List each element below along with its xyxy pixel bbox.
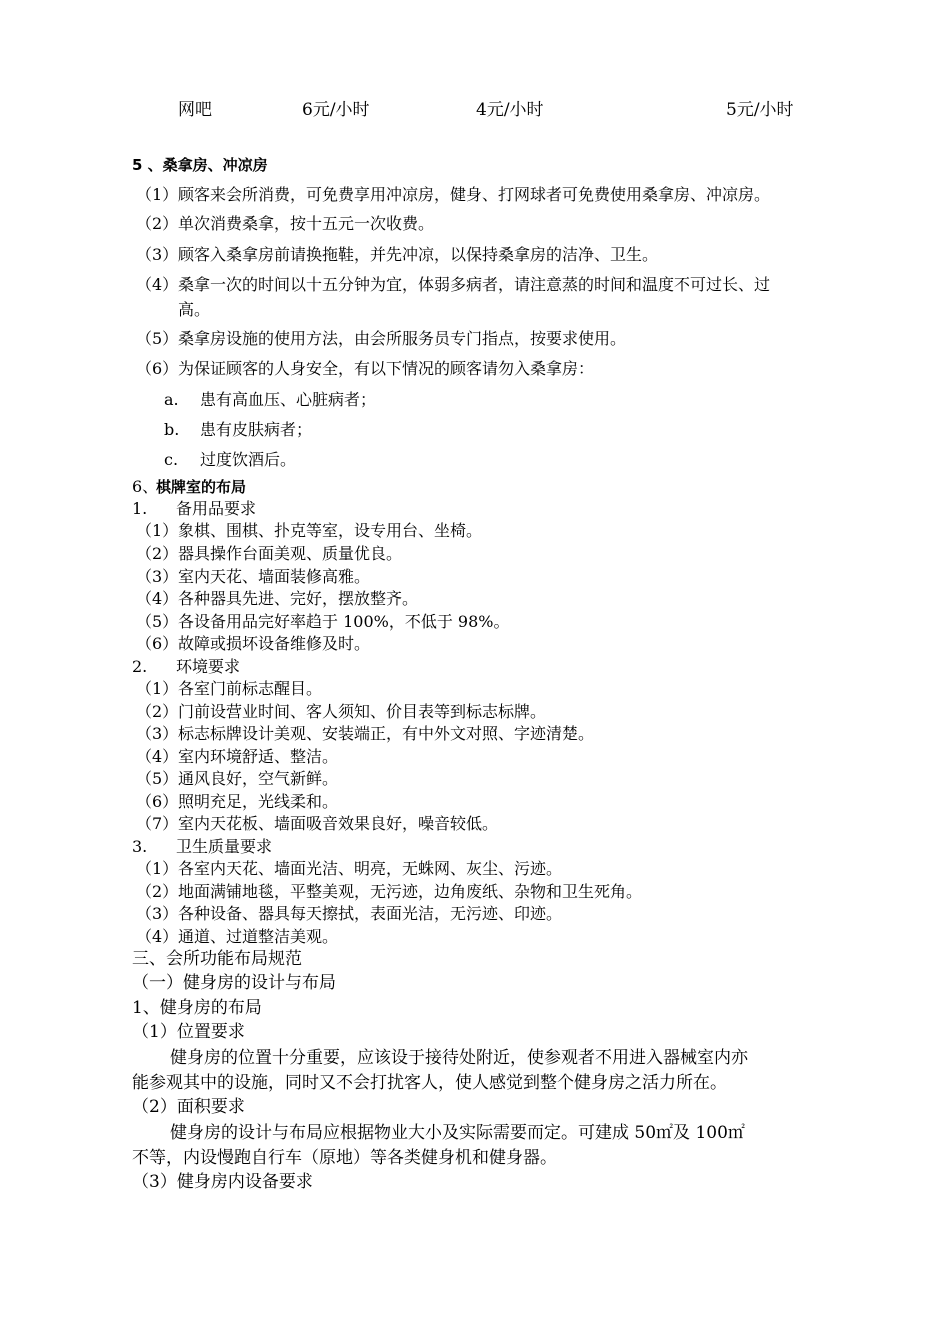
- s5-item-4-cont: 高。: [178, 300, 211, 319]
- s6-g2-item-num: （7）: [136, 814, 179, 833]
- s5-item-2-num: （2）: [136, 214, 179, 233]
- s6-g3-item-num: （2）: [136, 882, 179, 901]
- s6-g3-item-text: 各室内天花、墙面光洁、明亮，无蛛网、灰尘、污迹。: [178, 859, 563, 878]
- s5-sub-a-text: 患有高血压、心脏病者；: [200, 390, 377, 409]
- s6-g1-item-text: 器具操作台面美观、质量优良。: [178, 544, 403, 563]
- area-title: （2）面积要求: [132, 1097, 245, 1117]
- s6-g2-item-num: （2）: [136, 702, 179, 721]
- s6-g2-item-text: 照明充足，光线柔和。: [178, 792, 339, 811]
- s5-sub-b-num: b.: [164, 420, 180, 439]
- s6-g3-item-num: （4）: [136, 927, 179, 946]
- part-3-sub-1: （一）健身房的设计与布局: [132, 973, 336, 993]
- s6-g2-item-num: （6）: [136, 792, 179, 811]
- s5-sub-c-text: 过度饮酒后。: [200, 450, 297, 469]
- s5-item-3-text: 顾客入桑拿房前请换拖鞋，并先冲凉，以保持桑拿房的洁净、卫生。: [178, 245, 659, 264]
- price-2: 4元/小时: [476, 100, 544, 120]
- s5-sub-a-num: a.: [164, 390, 179, 409]
- s6-g1-item-text: 象棋、围棋、扑克等室，设专用台、坐椅。: [178, 521, 483, 540]
- section-6-title: 棋牌室的布局: [156, 478, 247, 496]
- s5-item-1-text: 顾客来会所消费，可免费享用冲凉房，健身、打网球者可免费使用桑拿房、冲凉房。: [178, 185, 771, 204]
- s6-g2-item-text: 室内天花板、墙面吸音效果良好，噪音较低。: [178, 814, 499, 833]
- s6-g2-num: 2.: [132, 657, 148, 676]
- s5-item-6-num: （6）: [136, 359, 179, 378]
- part-3-sub-2: 1、健身房的布局: [132, 998, 262, 1018]
- s5-item-1-num: （1）: [136, 185, 179, 204]
- area-line-2: 不等，内设慢跑自行车（原地）等各类健身机和健身器。: [132, 1148, 557, 1168]
- s5-item-4-num: （4）: [136, 275, 179, 294]
- s6-g1-title: 备用品要求: [176, 499, 257, 518]
- s6-g1-item-text: 各设备用品完好率趋于 100%，不低于 98%。: [178, 612, 510, 631]
- s5-item-2-text: 单次消费桑拿，按十五元一次收费。: [178, 214, 435, 233]
- s6-g1-num: 1.: [132, 499, 148, 518]
- s6-g1-item-num: （1）: [136, 521, 179, 540]
- s5-item-6-text: 为保证顾客的人身安全，有以下情况的顾客请勿入桑拿房：: [178, 359, 595, 378]
- position-line-1: 健身房的位置十分重要，应该设于接待处附近，使参观者不用进入器械室内亦: [170, 1048, 748, 1068]
- area-line-1: 健身房的设计与布局应根据物业大小及实际需要而定。可建成 50㎡及 100㎡: [170, 1123, 745, 1143]
- s6-g2-item-num: （5）: [136, 769, 179, 788]
- part-3-heading: 三、会所功能布局规范: [132, 949, 302, 969]
- s6-g1-item-text: 故障或损坏设备维修及时。: [178, 634, 371, 653]
- s6-g2-title: 环境要求: [176, 657, 241, 676]
- s6-g1-item-text: 各种器具先进、完好，摆放整齐。: [178, 589, 419, 608]
- price-3: 5元/小时: [726, 100, 794, 120]
- s6-g2-item-num: （3）: [136, 724, 179, 743]
- s6-g1-item-num: （3）: [136, 567, 179, 586]
- s6-g1-item-num: （4）: [136, 589, 179, 608]
- s6-g1-item-num: （6）: [136, 634, 179, 653]
- position-title: （1）位置要求: [132, 1022, 245, 1042]
- s6-g3-num: 3.: [132, 837, 148, 856]
- s6-g2-item-text: 标志标牌设计美观、安装端正，有中外文对照、字迹清楚。: [178, 724, 595, 743]
- section-5-title: 5 、桑拿房、冲凉房: [132, 156, 268, 174]
- s6-g2-item-text: 通风良好，空气新鲜。: [178, 769, 339, 788]
- s5-item-5-text: 桑拿房设施的使用方法，由会所服务员专门指点，按要求使用。: [178, 329, 627, 348]
- s6-g3-item-num: （3）: [136, 904, 179, 923]
- equipment-title: （3）健身房内设备要求: [132, 1172, 313, 1192]
- s6-g2-item-text: 门前设营业时间、客人须知、价目表等到标志标牌。: [178, 702, 547, 721]
- s6-g1-item-num: （2）: [136, 544, 179, 563]
- price-row-label: 网吧: [178, 100, 212, 120]
- price-1: 6元/小时: [302, 100, 370, 120]
- s6-g2-item-text: 室内环境舒适、整洁。: [178, 747, 339, 766]
- s6-g3-item-num: （1）: [136, 859, 179, 878]
- s6-g2-item-num: （4）: [136, 747, 179, 766]
- s5-item-4-text: 桑拿一次的时间以十五分钟为宜，体弱多病者，请注意蒸的时间和温度不可过长、过: [178, 275, 771, 294]
- s6-g1-item-text: 室内天花、墙面装修高雅。: [178, 567, 371, 586]
- s6-g3-title: 卫生质量要求: [176, 837, 273, 856]
- section-6-num: 6、: [132, 477, 159, 496]
- s6-g1-item-num: （5）: [136, 612, 179, 631]
- s5-sub-c-num: c.: [164, 450, 179, 469]
- s6-g3-item-text: 地面满铺地毯，平整美观，无污迹，边角废纸、杂物和卫生死角。: [178, 882, 643, 901]
- s6-g3-item-text: 通道、过道整洁美观。: [178, 927, 339, 946]
- position-line-2: 能参观其中的设施，同时又不会打扰客人，使人感觉到整个健身房之活力所在。: [132, 1073, 727, 1093]
- s6-g2-item-text: 各室门前标志醒目。: [178, 679, 323, 698]
- s5-sub-b-text: 患有皮肤病者；: [200, 420, 313, 439]
- s6-g2-item-num: （1）: [136, 679, 179, 698]
- s5-item-3-num: （3）: [136, 245, 179, 264]
- s6-g3-item-text: 各种设备、器具每天擦拭，表面光洁，无污迹、印迹。: [178, 904, 563, 923]
- s5-item-5-num: （5）: [136, 329, 179, 348]
